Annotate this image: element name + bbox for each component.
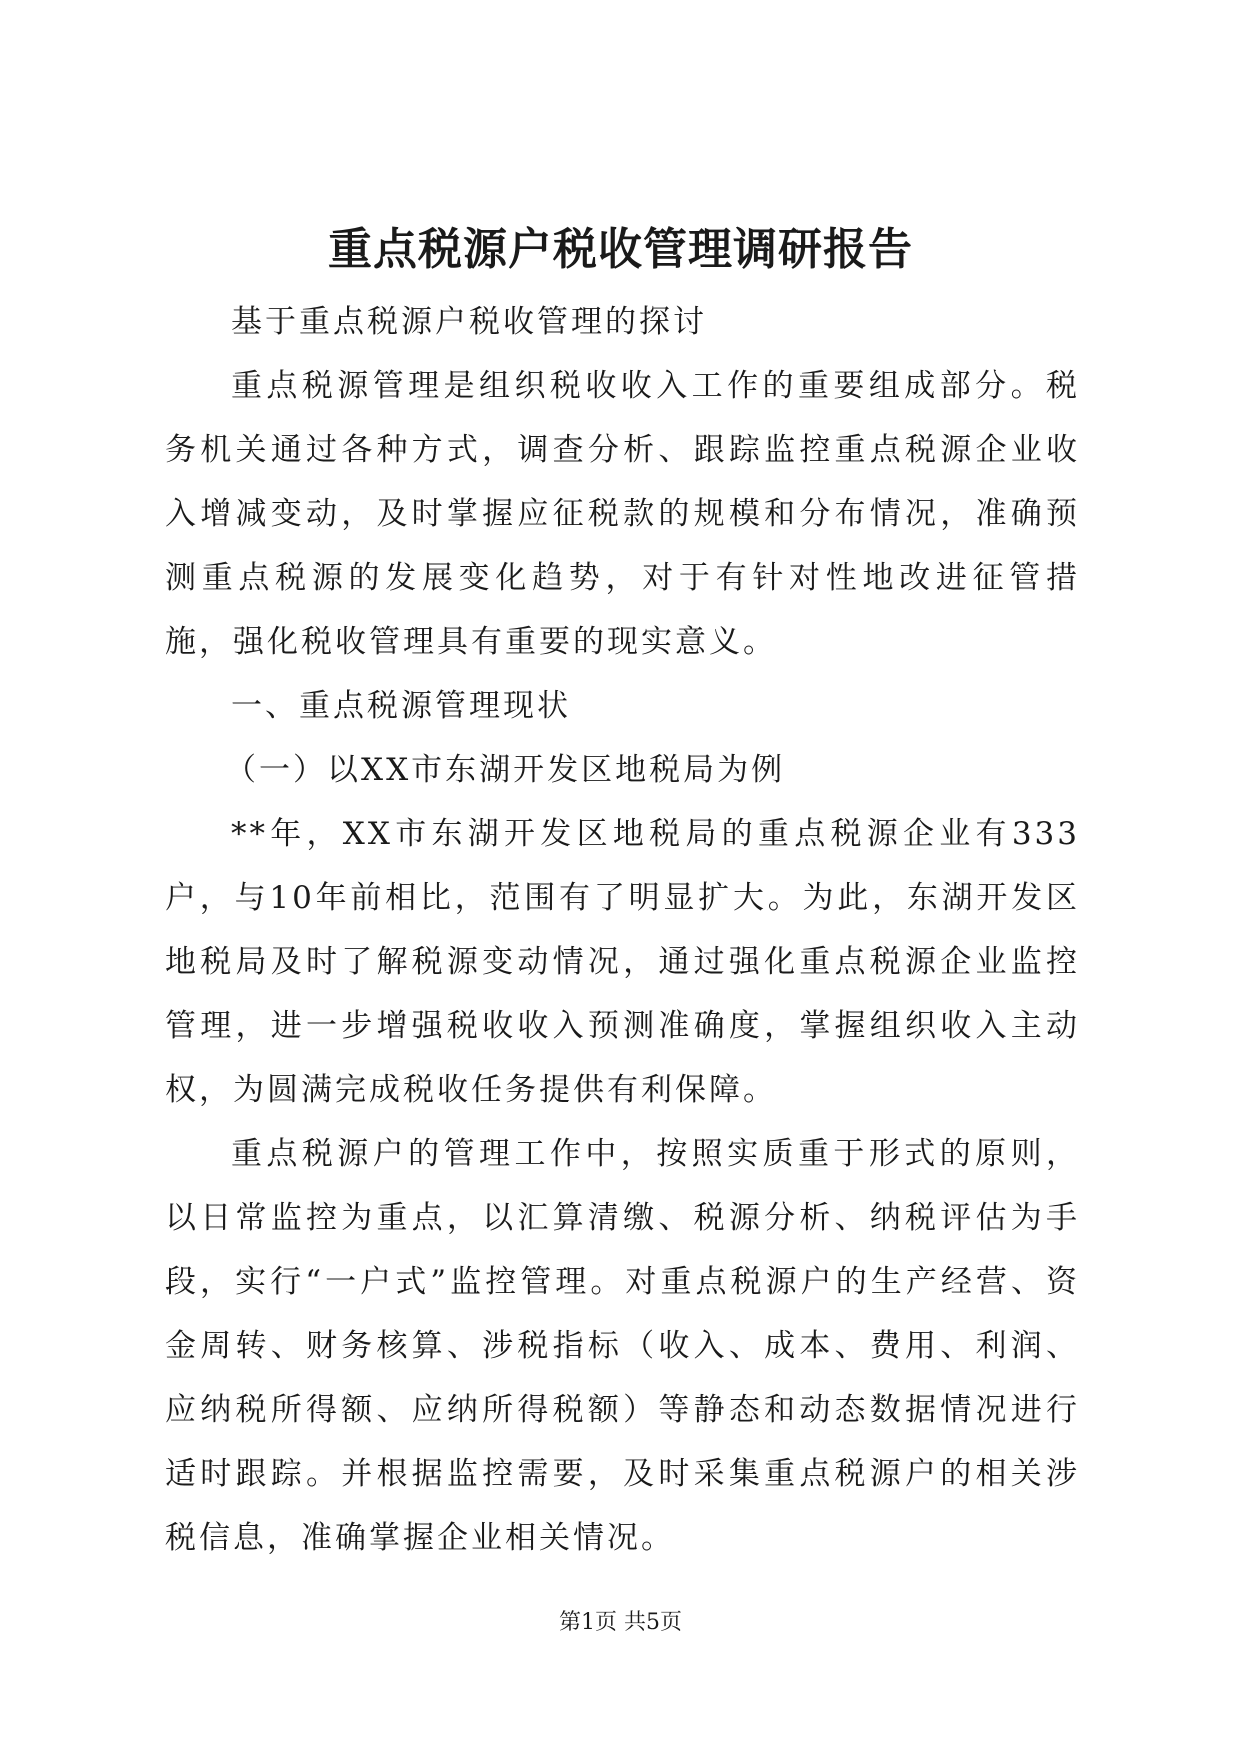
document-body [165, 290, 1080, 1570]
section-heading: 一、重点税源管理现状 [231, 688, 571, 724]
subsection-heading: （一）以XX市东湖开发区地税局为例 [225, 752, 786, 788]
paragraph-intro: 重点税源管理是组织税收收入工作的重要组成部分。税务机关通过各种方式，调查分析、跟踪监控重点税源企业收入增减变动，及时掌握应征税款的规模和分布情况，准确预测重点税源的发展变化趋势，对于有针对性地改进征管措施，强化税收管理具有重要的现实意义。 [165, 368, 1080, 660]
document-title: 重点税源户税收管理调研报告 [328, 224, 913, 275]
page-number-footer: 第1页 共5页 [559, 1610, 682, 1635]
paragraph-example: **年，XX市东湖开发区地税局的重点税源企业有333户，与10年前相比，范围有了明显扩大。为此，东湖开发区地税局及时了解税源变动情况，通过强化重点税源企业监控管理，进一步增强税收收入预测准确度，掌握组织收入主动权，为圆满完成税收任务提供有利保障。 [165, 816, 1080, 1108]
paragraph-subtitle: 基于重点税源户税收管理的探讨 [231, 304, 707, 340]
paragraph-management: 重点税源户的管理工作中，按照实质重于形式的原则，以日常监控为重点，以汇算清缴、税源分析、纳税评估为手段，实行“一户式”监控管理。对重点税源户的生产经营、资金周转、财务核算、涉税指标（收入、成本、费用、利润、应纳税所得额、应纳所得税额）等静态和动态数据情况进行适时跟踪。并根据监控需要，及时采集重点税源户的相关涉税信息，准确掌握企业相关情况。 [165, 1136, 1080, 1556]
